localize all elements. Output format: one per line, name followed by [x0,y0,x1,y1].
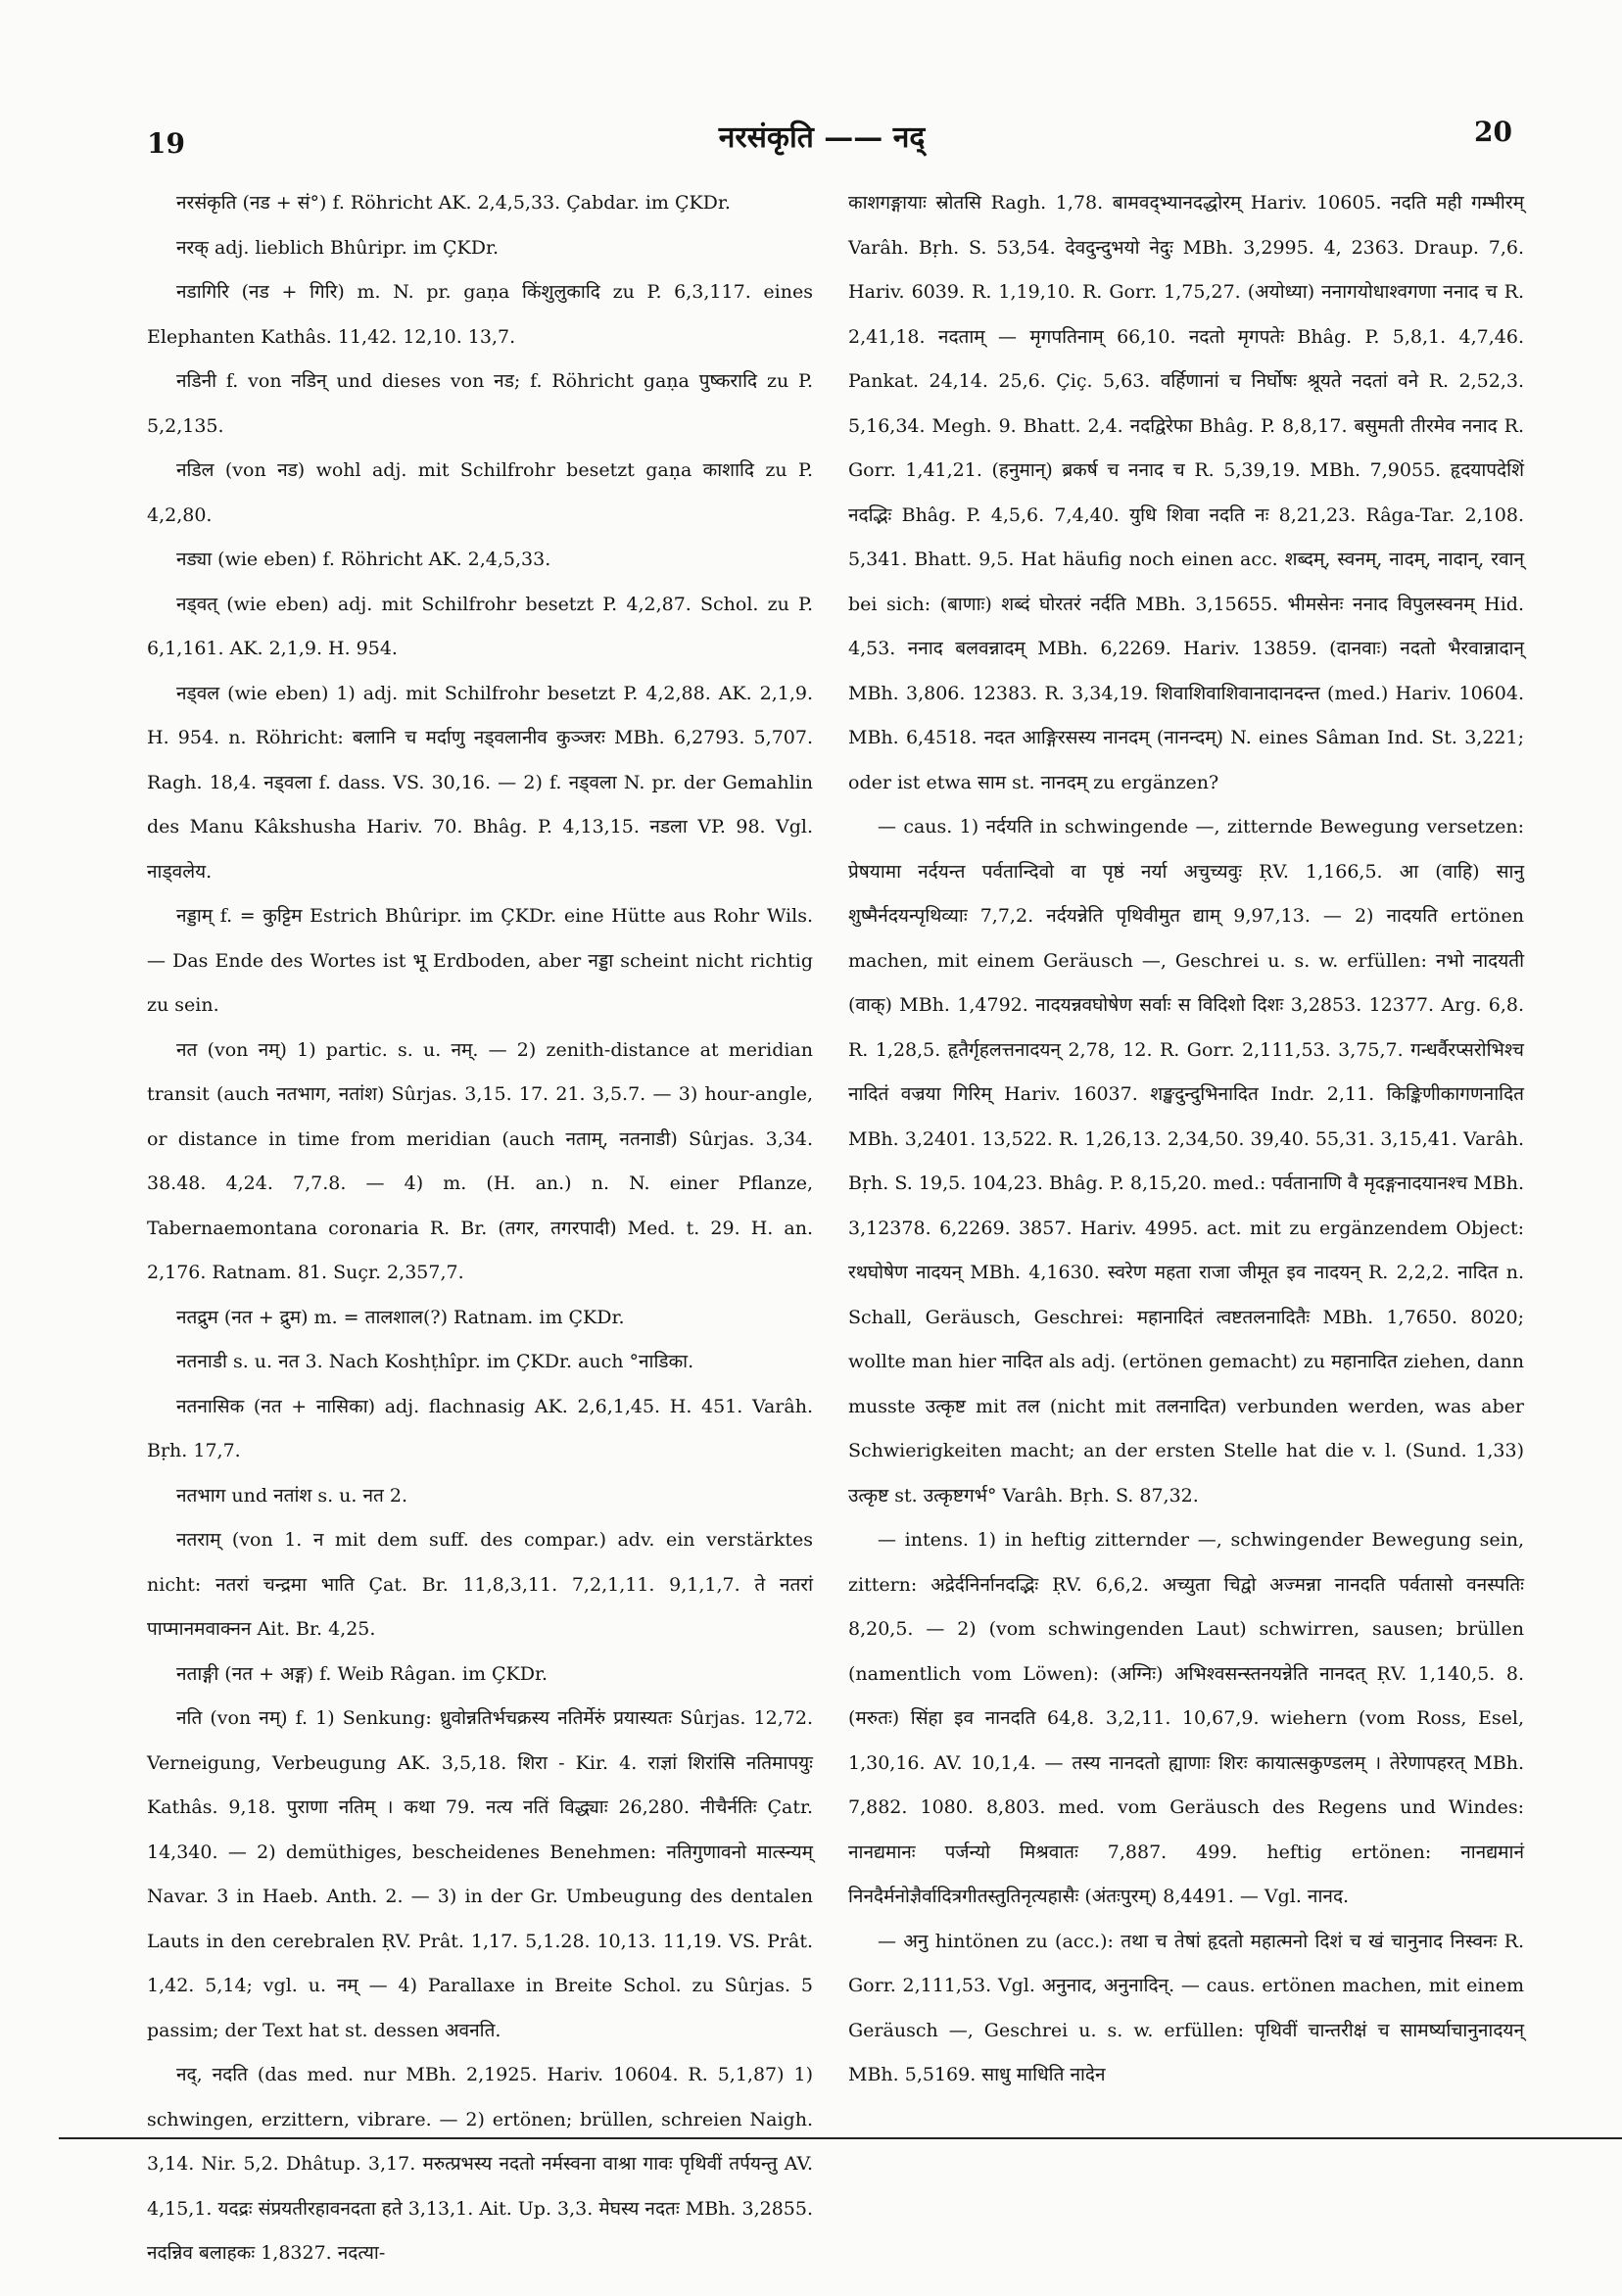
running-head: नरसंकृति —— नद् [718,120,926,155]
dictionary-entry: नड्डाम् f. = कुट्टिम Estrich Bhûripr. im ÇKDr. eine Hütte aus Rohr Wils. — Das Ende des Wortes ist भू Erdboden, aber नड्डा scheint nicht richtig zu sein. [147,905,813,1016]
dictionary-entry: नड्वल (wie eben) 1) adj. mit Schilfrohr besetzt P. 4,2,88. AK. 2,1,9. H. 954. n. Röhricht: बलानि च मर्दाणु नड्वलानीव कुञ्जरः MBh. 6,2793. 5,707. Ragh. 18,4. नड्वला f. dass. VS. 30,16. — 2) f. नड्वला N. pr. der Gemahlin des Manu Kâkshusha Hariv. 70. Bhâg. P. 4,13,15. नडला VP. 98. Vgl. नाड्वलेय. [147,682,813,883]
dictionary-entry: नताङ्गी (नत + अङ्ग) f. Weib Râgan. im ÇKDr. [176,1662,549,1685]
dictionary-entry: नतनाडी s. u. नत 3. Nach Koshṭhîpr. im ÇKDr. auch °नाडिका. [176,1351,694,1372]
dictionary-entry: नत (von नम्) 1) partic. s. u. नम्. — 2) zenith-distance at meridian transit (auch नतभाग, नतांश) Sûrjas. 3,15. 17. 21. 3,5.7. — 3) hour-angle, or distance in time from meridian (auch नताम्, नतनाडी) Sûrjas. 3,34. 38.48. 4,24. 7,7.8. — 4) m. (H. an.) n. N. einer Pflanze, Tabernaemontana coronaria R. Br. (तगर, तगरपादी) Med. t. 29. H. an. 2,176. Ratnam. 81. Suçr. 2,357,7. [147,1038,813,1283]
dictionary-entry: नरक् adj. lieblich Bhûripr. im ÇKDr. [176,236,500,259]
dictionary-entry-continued: काशगङ्गायाः स्रोतसि Ragh. 1,78. बामवद्भ्यानदद्धोरम् Hariv. 10605. नदति मही गम्भीरम् Varâh. Bṛh. S. 53,54. देवदुन्दुभयो नेदुः MBh. 3,2995. 4, 2363. Draup. 7,6. Hariv. 6039. R. 1,19,10. R. Gorr. 1,75,27. (अयोध्या) ननागयोधाश्वगणा ननाद च R. 2,41,18. नदताम् — मृगपतिनाम् 66,10. नदतो मृगपतेः Bhâg. P. 5,8,1. 4,7,46. Pankat. 24,14. 25,6. Çiç. 5,63. वर्हिणानां च निर्घोषः श्रूयते नदतां वने R. 2,52,3. 5,16,34. Megh. 9. Bhatt. 2,4. नदद्विरेफा Bhâg. P. 8,8,17. बसुमती तीरमेव ननाद R. Gorr. 1,41,21. (हनुमान्) ब्रकर्ष च ननाद च R. 5,39,19. MBh. 7,9055. हृदयापदेशिं नदद्भिः Bhâg. P. 4,5,6. 7,4,40. युधि शिवा नदति नः 8,21,23. Râga-Tar. 2,108. 5,341. Bhatt. 9,5. Hat häufig noch einen acc. शब्दम्, स्वनम्, नादम्, नादान्, रवान् bei sich: (बाणाः) शब्दं घोरतरं नर्दति MBh. 3,15655. भीमसेनः ननाद विपुलस्वनम् Hid. 4,53. ननाद बलवन्नादम् MBh. 6,2269. Hariv. 13859. (दानवाः) नदतो भैरवान्नादान् MBh. 3,806. 12383. R. 3,34,19. शिवाशिवाशिवानादानदन्त (med.) Hariv. 10604. MBh. 6,4518. नदत आङ्गिरसस्य नानदम् (नानन्दम्) N. eines Sâman Ind. St. 3,221; oder ist etwa साम st. नानदम् zu ergänzen? [848,192,1524,793]
dictionary-entry: नडागिरि (नड + गिरि) m. N. pr. gaṇa किंशुलुकादि zu P. 6,3,117. eines Elephanten Kathâs. 11,42. 12,10. 13,7. [147,281,813,348]
dictionary-entry: नडिल (von नड) wohl adj. mit Schilfrohr besetzt gaṇa काशादि zu P. 4,2,80. [147,459,813,526]
dictionary-entry: — intens. 1) in heftig zitternder —, schwingender Bewegung sein, zittern: अद्रेर्दनिर्नानदद्भिः ṚV. 6,6,2. अच्युता चिद्वो अज्मन्ना नानदति पर्वतासो वनस्पतिः 8,20,5. — 2) (vom schwingenden Laut) schwirren, sausen; brüllen (namentlich vom Löwen): (अग्निः) अभिश्वसन्स्तनयन्नेति नानदत् ṚV. 1,140,5. 8. (मरुतः) सिंहा इव नानदति 64,8. 3,2,11. 10,67,9. wiehern (vom Ross, Esel, 1,30,16. AV. 10,1,4. — तस्य नानदतो ह्याणाः शिरः कायात्सकुण्डलम् । तेरेणापहरत् MBh. 7,882. 1080. 8,803. med. vom Geräusch des Regens und Windes: नानद्यमानः पर्जन्यो मिश्रवातः 7,887. 499. heftig ertönen: नानद्यमानं निनदैर्मनोज्ञैर्वादित्रगीतस्तुतिनृत्यहासैः (अंतःपुरम्) 8,4491. — Vgl. नानद. [848,1529,1524,1907]
page-number-left: 19 [147,127,185,160]
dictionary-entry: नड्वत् (wie eben) adj. mit Schilfrohr besetzt P. 4,2,87. Schol. zu P. 6,1,161. AK. 2,1,9. H. 954. [147,593,813,659]
dictionary-entry: नड्या (wie eben) f. Röhricht AK. 2,4,5,33. [176,549,551,570]
dictionary-entry: नतराम् (von 1. न mit dem suff. des compar.) adv. ein verstärktes nicht: नतरां चन्द्रमा भाति Çat. Br. 11,8,3,11. 7,2,1,11. 9,1,1,7. ते नतरां पाप्मानमवाक्नन Ait. Br. 4,25. [147,1529,813,1640]
dictionary-entry: नद्, नदति (das med. nur MBh. 2,1925. Hariv. 10604. R. 5,1,87) 1) schwingen, erzittern, vibrare. — 2) ertönen; brüllen, schreien Naigh. 3,14. Nir. 5,2. Dhâtup. 3,17. मरुत्प्रभस्य नदतो नर्मस्वना वाश्रा गावः पृथिवीं तर्पयन्तु AV. 4,15,1. यदद्रः संप्रयतीरहावनदता हते 3,13,1. Ait. Up. 3,3. मेघस्य नदतः MBh. 3,2855. नदन्निव बलाहकः 1,8327. नदत्या- [147,2064,813,2264]
left-column [147,181,813,2276]
page-header [131,116,1512,160]
dictionary-entry: नतद्रुम (नत + द्रुम) m. = तालशाल(?) Ratnam. im ÇKDr. [176,1306,625,1328]
dictionary-entry: नरसंकृति (नड + सं°) f. Röhricht AK. 2,4,5,33. Çabdar. im ÇKDr. [176,192,731,214]
dictionary-entry: — अनु hintönen zu (acc.): तथा च तेषां हृदतो महात्मनो दिशं च खं चानुनाद निस्वनः R. Gorr. 2,111,53. Vgl. अनुनाद, अनुनादिन्. — caus. ertönen machen, mit einem Geräusch —, Geschrei u. s. w. erfüllen: पृथिवीं चान्तरीक्षं च सामर्ष्याचानुनादयन् MBh. 5,5169. साधु माधिति नादेन [848,1930,1524,2085]
page-number-right: 20 [1474,116,1512,148]
dictionary-entry: नतनासिक (नत + नासिका) adj. flachnasig AK. 2,6,1,45. H. 451. Varâh. Bṛh. 17,7. [147,1395,813,1461]
dictionary-entry: — caus. 1) नर्दयति in schwingende —, zitternde Bewegung versetzen: प्रेषयामा नर्दयन्त पर्वतान्दिवो वा पृष्ठं नर्या अचुच्यवुः ṚV. 1,166,5. आ (वाहि) सानु शुष्मैर्नदयन्पृथिव्याः 7,7,2. नर्दयन्नेति पृथिवीमुत द्याम् 9,97,13. — 2) नादयति ertönen machen, mit einem Geräusch —, Geschrei u. s. w. erfüllen: नभो नादयती (वाक्) MBh. 1,4792. नादयन्नवघोषेण सर्वाः स विदिशो दिशः 3,2853. 12377. Arg. 6,8. R. 1,28,5. हृतैर्गृहलत्तनादयन् 2,78, 12. R. Gorr. 2,111,53. 3,75,7. गन्धर्वैरप्सरोभिश्च नादितं वज्रया गिरिम् Hariv. 16037. शङ्खदुन्दुभिनादित Indr. 2,11. किङ्किणीकागणनादित MBh. 3,2401. 13,522. R. 1,26,13. 2,34,50. 39,40. 55,31. 3,15,41. Varâh. Bṛh. S. 19,5. 104,23. Bhâg. P. 8,15,20. med.: पर्वतानाणि वै मृदङ्गनादयानश्च MBh. 3,12378. 6,2269. 3857. Hariv. 4995. act. mit zu ergänzendem Object: रथघोषेण नादयन् MBh. 4,1630. स्वरेण महता राजा जीमूत इव नादयन् R. 2,2,2. नादित n. Schall, Geräusch, Geschrei: महानादितं त्वष्टतलनादितैः MBh. 1,7650. 8020; wollte man hier नादित als adj. (ertönen gemacht) zu महानादित ziehen, dann musste उत्कृष्ट mit तल (nicht mit तलनादित) verbunden werden, was aber Schwierigkeiten macht; an der ersten Stelle hat die v. l. (Sund. 1,33) उत्कृष्ट st. उत्कृष्टगर्भ° Varâh. Bṛh. S. 87,32. [848,816,1524,1507]
right-column [848,181,1524,2098]
dictionary-entry: नडिनी f. von नडिन् und dieses von नड; f. Röhricht gaṇa पुष्करादि zu P. 5,2,135. [147,370,813,437]
dictionary-entry: नति (von नम्) f. 1) Senkung: ध्रुवोन्नतिर्भचक्रस्य नतिर्मेरुं प्रयास्यतः Sûrjas. 12,72. Verneigung, Verbeugung AK. 3,5,18. शिरा - Kir. 4. राज्ञां शिरांसि नतिमापयुः Kathâs. 9,18. पुराणा नतिम् । कथा 79. नत्य नतिं विद्ध्याः 26,280. नीचैर्नतिः Çatr. 14,340. — 2) demüthiges, bescheidenes Benehmen: नतिगुणावनो मात्स्न्यम् Navar. 3 in Haeb. Anth. 2. — 3) in der Gr. Umbeugung des dentalen Lauts in den cerebralen ṚV. Prât. 1,17. 5,1.28. 10,13. 11,19. VS. Prât. 1,42. 5,14; vgl. u. नम् — 4) Parallaxe in Breite Schol. zu Sûrjas. 5 passim; der Text hat st. dessen अवनति. [147,1707,813,2041]
dictionary-entry: नतभाग und नतांश s. u. नत 2. [176,1484,408,1507]
footer-rule [59,2137,1622,2139]
